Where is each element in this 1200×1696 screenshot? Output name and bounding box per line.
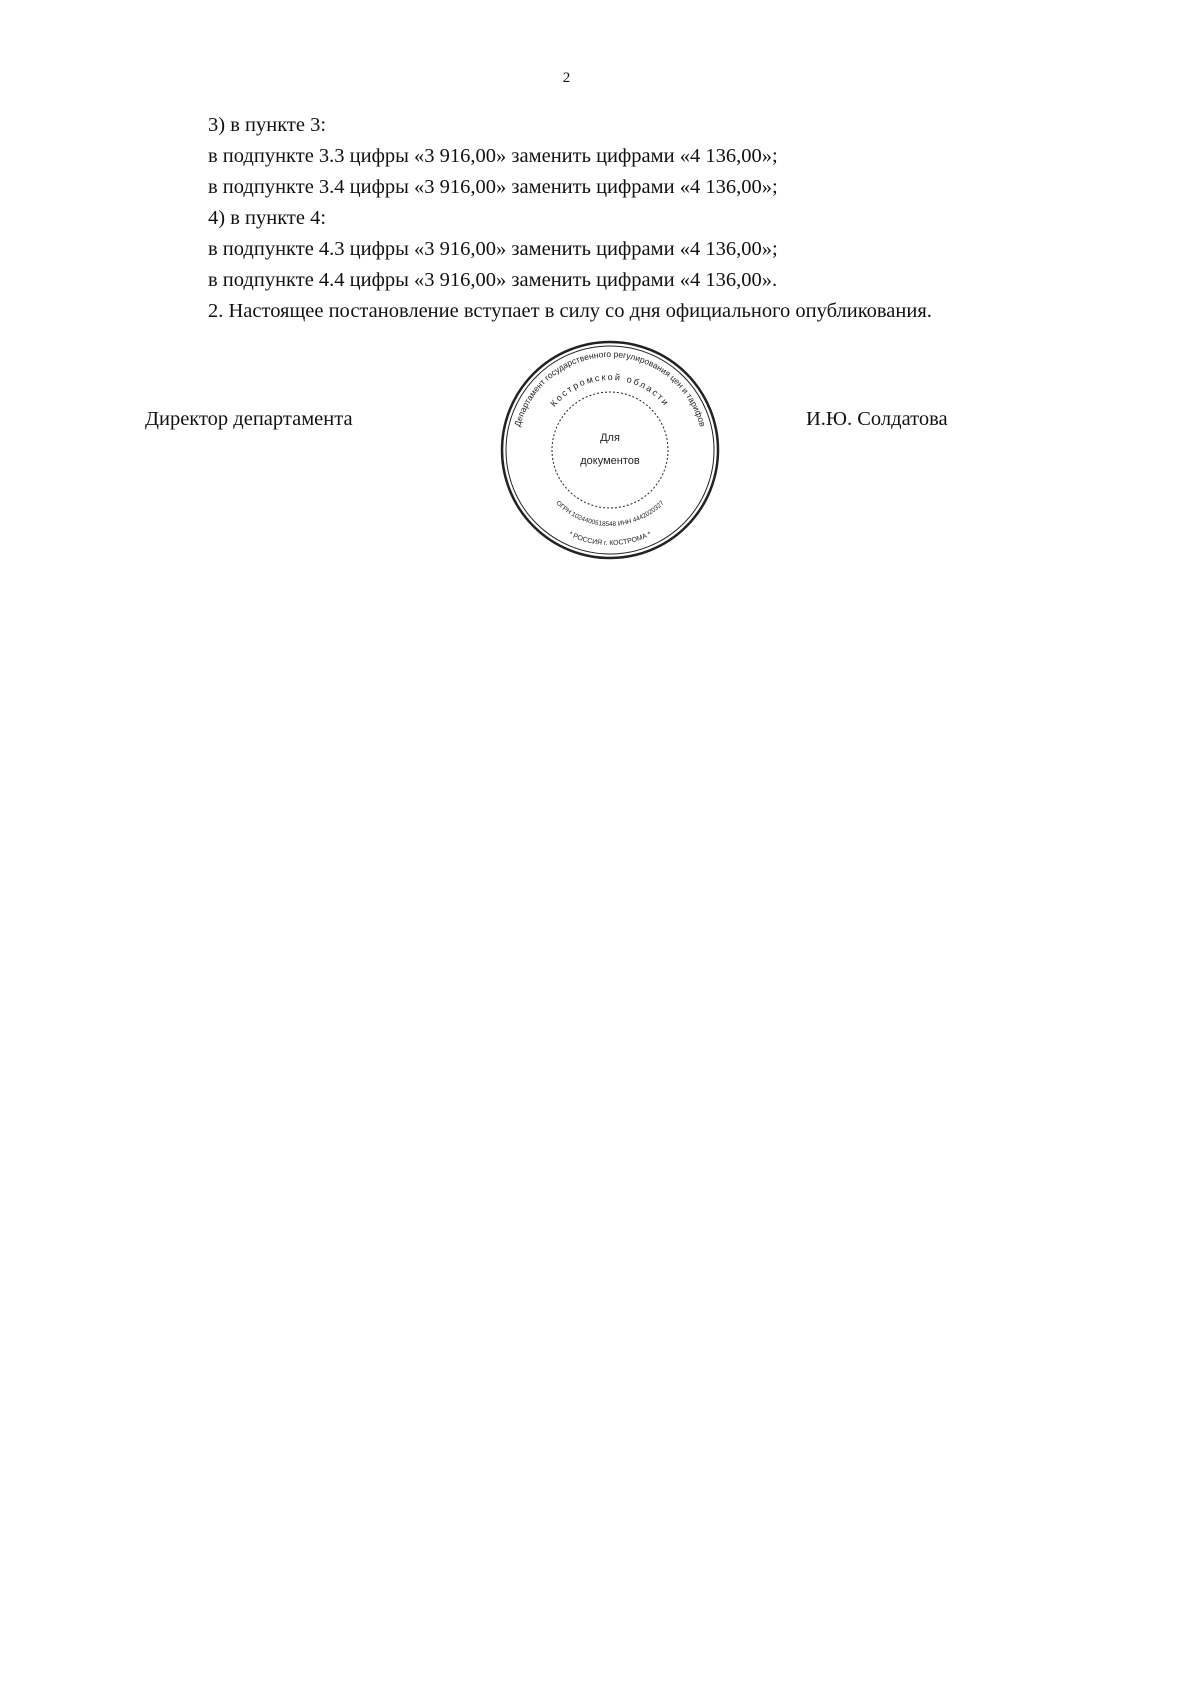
paragraph: в подпункте 3.3 цифры «3 916,00» заменить цифрами «4 136,00»; xyxy=(208,145,778,167)
paragraph: в подпункте 4.4 цифры «3 916,00» заменить цифрами «4 136,00». xyxy=(208,269,778,291)
signatory-name: И.Ю. Солдатова xyxy=(806,408,948,430)
svg-text:* РОССИЯ г. КОСТРОМА * xyxy=(568,531,653,547)
signatory-position: Директор департамента xyxy=(145,408,353,430)
page-number: 2 xyxy=(562,70,571,86)
stamp-outer-text: Департамент государственного регулирования цен и тарифов xyxy=(512,348,708,428)
paragraph: 2. Настоящее постановление вступает в силу со дня официального опубликования. xyxy=(208,300,932,322)
stamp-ids-text: ОГРН 1024400518548 ИНН 4442020327 xyxy=(554,499,666,529)
svg-text:Костромской области xyxy=(548,372,671,409)
official-stamp xyxy=(495,340,725,560)
document-body xyxy=(145,110,991,327)
stamp-center-text-2: документов xyxy=(580,455,640,467)
paragraph: 4) в пункте 4: xyxy=(208,207,327,229)
svg-text:Департамент государственного р xyxy=(512,349,708,428)
stamp-region-text: Костромской области xyxy=(548,371,672,409)
svg-text:ОГРН 1024400518548 ИНН 4442020 xyxy=(554,499,666,528)
stamp-center-text-1: Для xyxy=(600,432,620,444)
paragraph: в подпункте 4.3 цифры «3 916,00» заменить цифрами «4 136,00»; xyxy=(208,238,778,260)
paragraph: в подпункте 3.4 цифры «3 916,00» заменить цифрами «4 136,00»; xyxy=(208,176,778,198)
stamp-bottom-text: * РОССИЯ г. КОСТРОМА * xyxy=(567,530,653,548)
paragraph: 3) в пункте 3: xyxy=(208,114,327,136)
